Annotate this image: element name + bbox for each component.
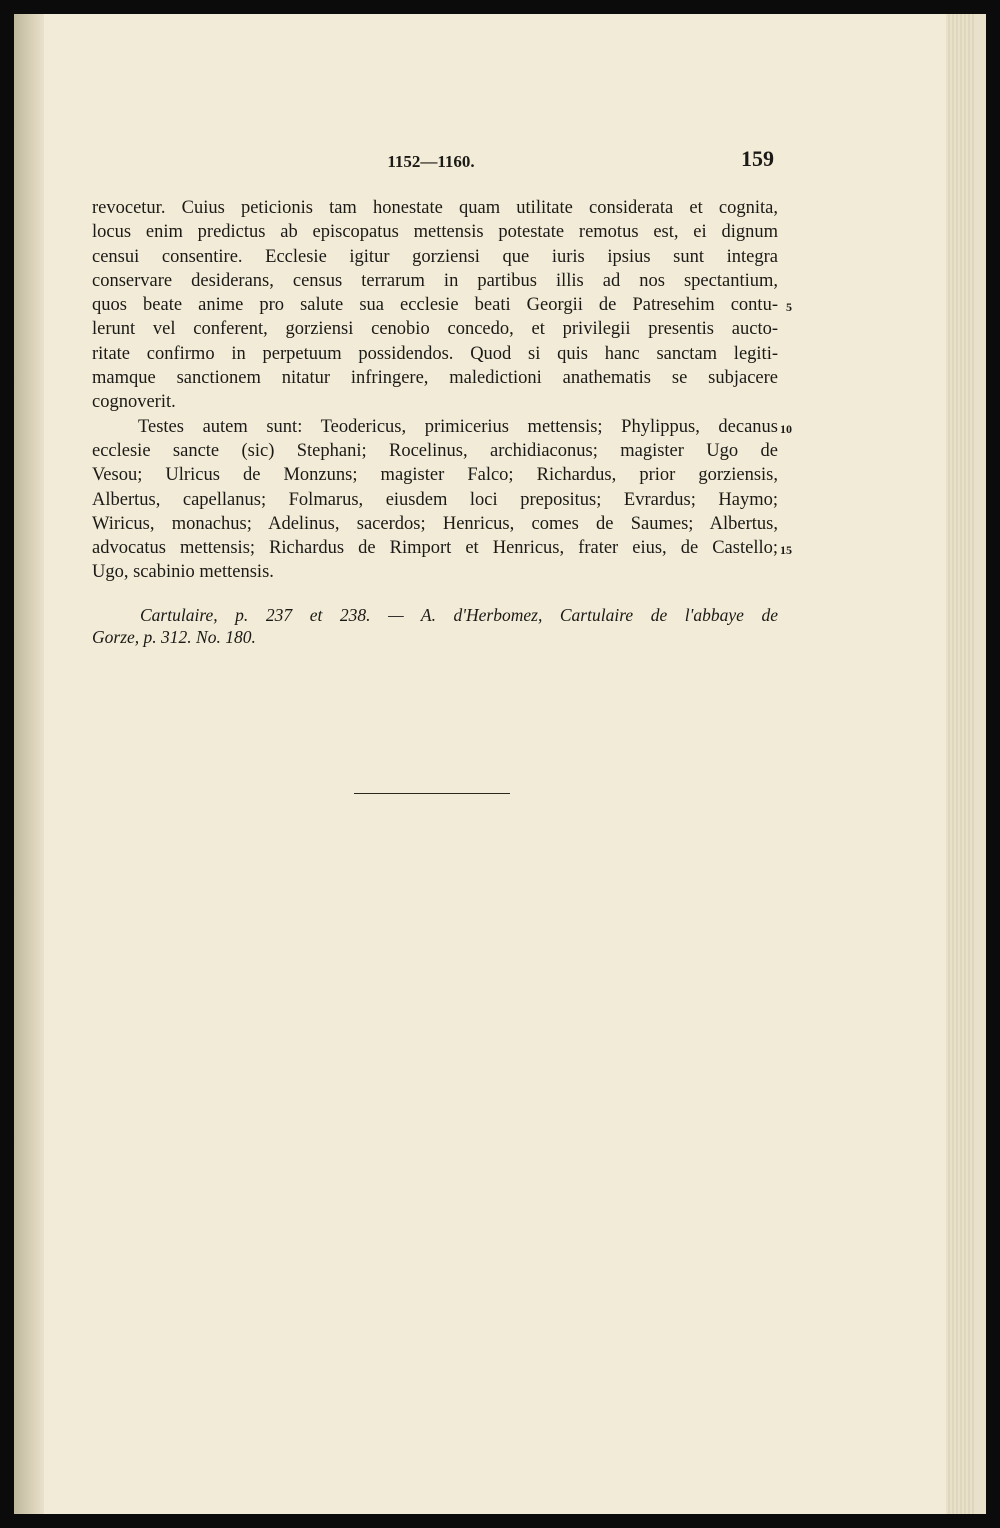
line-number: 10 — [780, 421, 792, 436]
citation-line: Cartulaire, p. 237 et 238. — A. d'Herbomez, Cartulaire de l'abbaye de — [140, 605, 778, 625]
text-line: lerunt vel conferent, gorziensi cenobio concedo, et privilegii presentis aucto- — [92, 319, 778, 340]
text-line: advocatus mettensis; Richardus de Rimport et Henricus, frater eius, de Castello; — [92, 538, 778, 559]
text-line: ecclesie sancte (sic) Stephani; Rocelinus, archidiaconus; magister Ugo de — [92, 440, 778, 461]
text-line: revocetur. Cuius peticionis tam honestate quam utilitate considerata et cognita, — [92, 198, 778, 218]
text-line: locus enim predictus ab episcopatus mettensis potestate remotus est, ei dignum — [92, 222, 778, 243]
line-number: 15 — [780, 543, 792, 558]
book-gutter — [14, 14, 44, 1514]
source-citation — [92, 604, 778, 648]
text-line: Ugo, scabinio mettensis. — [92, 562, 274, 583]
running-title: 1152—1160. — [387, 152, 475, 171]
text-line: conservare desiderans, census terrarum in partibus illis ad nos spectantium, — [92, 270, 778, 291]
section-divider — [354, 793, 510, 794]
text-line-wrap — [92, 415, 792, 439]
text-line: mamque sanctionem nitatur infringere, maledictioni anathematis se subjacere — [92, 368, 778, 389]
page-edges — [946, 14, 974, 1514]
line-number: 5 — [786, 300, 792, 315]
text-line-wrap — [92, 293, 792, 317]
text-line: cognoverit. — [92, 392, 176, 413]
citation-line: Gorze, p. 312. No. 180. — [92, 627, 256, 647]
text-line: quos beate anime pro salute sua ecclesie beati Georgii de Patresehim contu- — [92, 295, 778, 316]
charter-text — [92, 196, 792, 585]
text-line-wrap — [92, 536, 792, 560]
page-number: 159 — [741, 146, 774, 171]
text-line: censui consentire. Ecclesie igitur gorziensi que iuris ipsius sunt integra — [92, 246, 778, 267]
text-line: Vesou; Ulricus de Monzuns; magister Falco; Richardus, prior gorziensis, — [92, 465, 778, 486]
page-header — [88, 146, 774, 176]
text-line: Wiricus, monachus; Adelinus, sacerdos; Henricus, comes de Saumes; Albertus, — [92, 513, 778, 534]
text-line: ritate confirmo in perpetuum possidendos. Quod si quis hanc sanctam legiti- — [92, 343, 778, 364]
text-line: Albertus, capellanus; Folmarus, eiusdem loci prepositus; Evrardus; Haymo; — [92, 489, 778, 510]
witnesses-line: Testes autem sunt: Teodericus, primicerius mettensis; Phylippus, decanus — [138, 416, 778, 437]
